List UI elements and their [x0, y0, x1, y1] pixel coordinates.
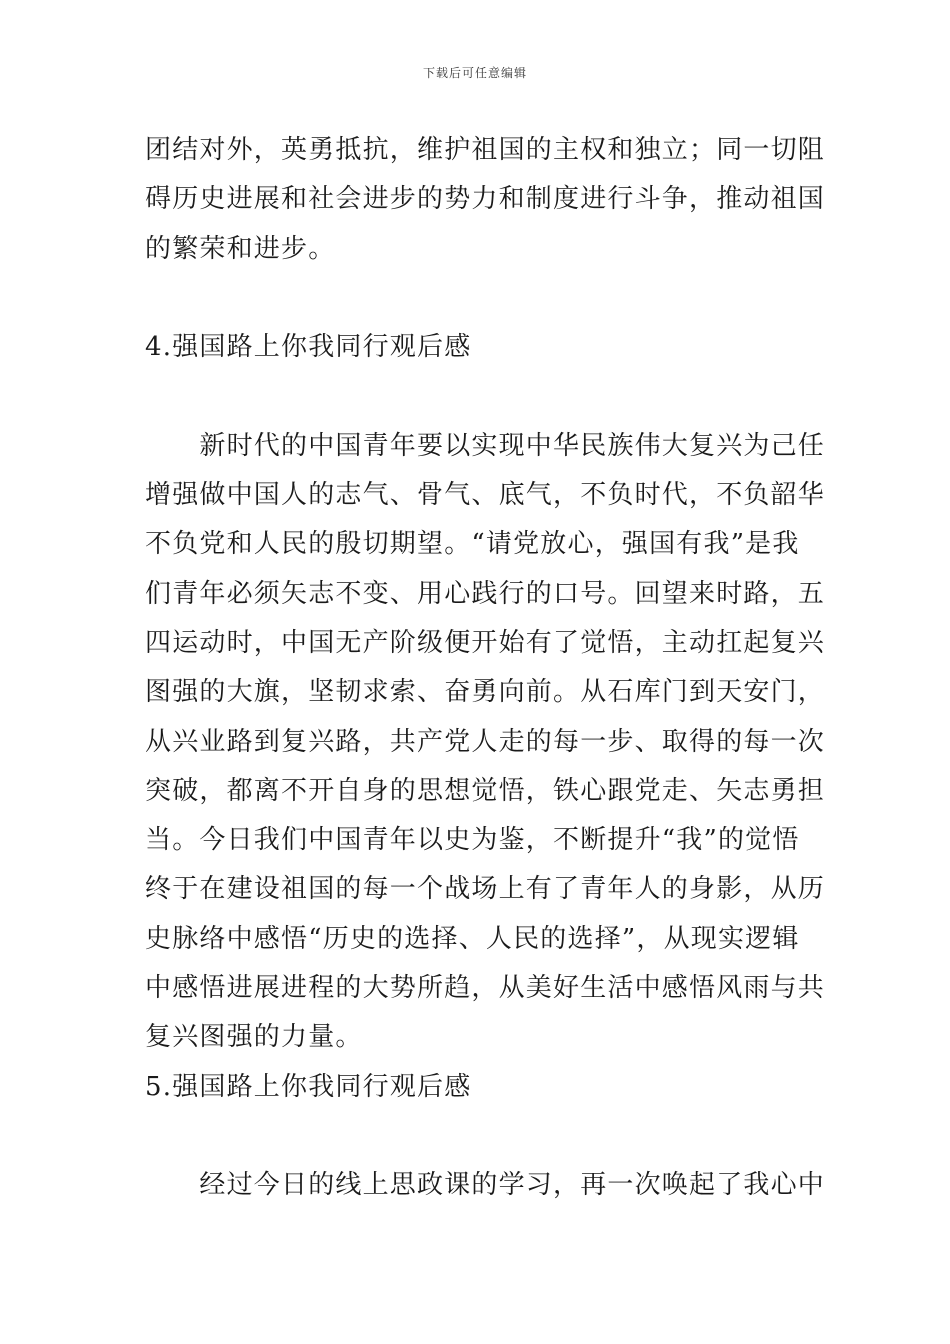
text-line: 当。今日我们中国青年以史为鉴，不断提升“我”的觉悟: [145, 825, 800, 856]
text-line: 终于在建设祖国的每一个战场上有了青年人的身影，从历: [145, 874, 826, 905]
text-line: 中感悟进展进程的大势所趋，从美好生活中感悟风雨与共: [145, 973, 826, 1004]
text-line: 突破，都离不开自身的思想觉悟，铁心跟党走、矢志勇担: [145, 775, 826, 806]
text-line: 的繁荣和进步。: [145, 233, 336, 264]
paragraph-continuation: [145, 126, 826, 274]
text-line: 增强做中国人的志气、骨气、底气，不负时代，不负韶华: [145, 480, 826, 511]
text-line: 不负党和人民的殷切期望。“请党放心，强国有我”是我: [145, 529, 800, 560]
text-line: 新时代的中国青年要以实现中华民族伟大复兴为己任: [145, 430, 826, 461]
text-line: 复兴图强的力量。: [145, 1022, 363, 1053]
text-line: 四运动时，中国无产阶级便开始有了觉悟，主动扛起复兴: [145, 627, 826, 658]
blank-line: [145, 1112, 813, 1161]
text-line: 经过今日的线上思政课的学习，再一次唤起了我心中: [145, 1170, 826, 1201]
text-line: 史脉络中感悟“历史的选择、人民的选择”，从现实逻辑: [145, 923, 800, 954]
paragraph-5: [145, 1161, 826, 1210]
paragraph-4: [145, 422, 826, 1063]
text-line: 图强的大旗，坚韧求索、奋勇向前。从石库门到天安门，: [145, 677, 826, 708]
section-heading-4: 4.强国路上你我同行观后感: [145, 332, 472, 363]
text-line: 碍历史进展和社会进步的势力和制度进行斗争，推动祖国: [145, 184, 826, 215]
page-header: 下载后可任意编辑: [422, 66, 527, 80]
text-line: 团结对外，英勇抵抗，维护祖国的主权和独立；同一切阻: [145, 135, 826, 165]
section-heading-5: 5.强国路上你我同行观后感: [145, 1071, 472, 1102]
blank-line: [145, 274, 813, 323]
text-line: 从兴业路到复兴路，共产党人走的每一步、取得的每一次: [145, 726, 826, 757]
text-line: 们青年必须矢志不变、用心践行的口号。回望来时路，五: [145, 578, 826, 609]
document-body: [145, 126, 826, 1211]
blank-line: [145, 372, 813, 421]
